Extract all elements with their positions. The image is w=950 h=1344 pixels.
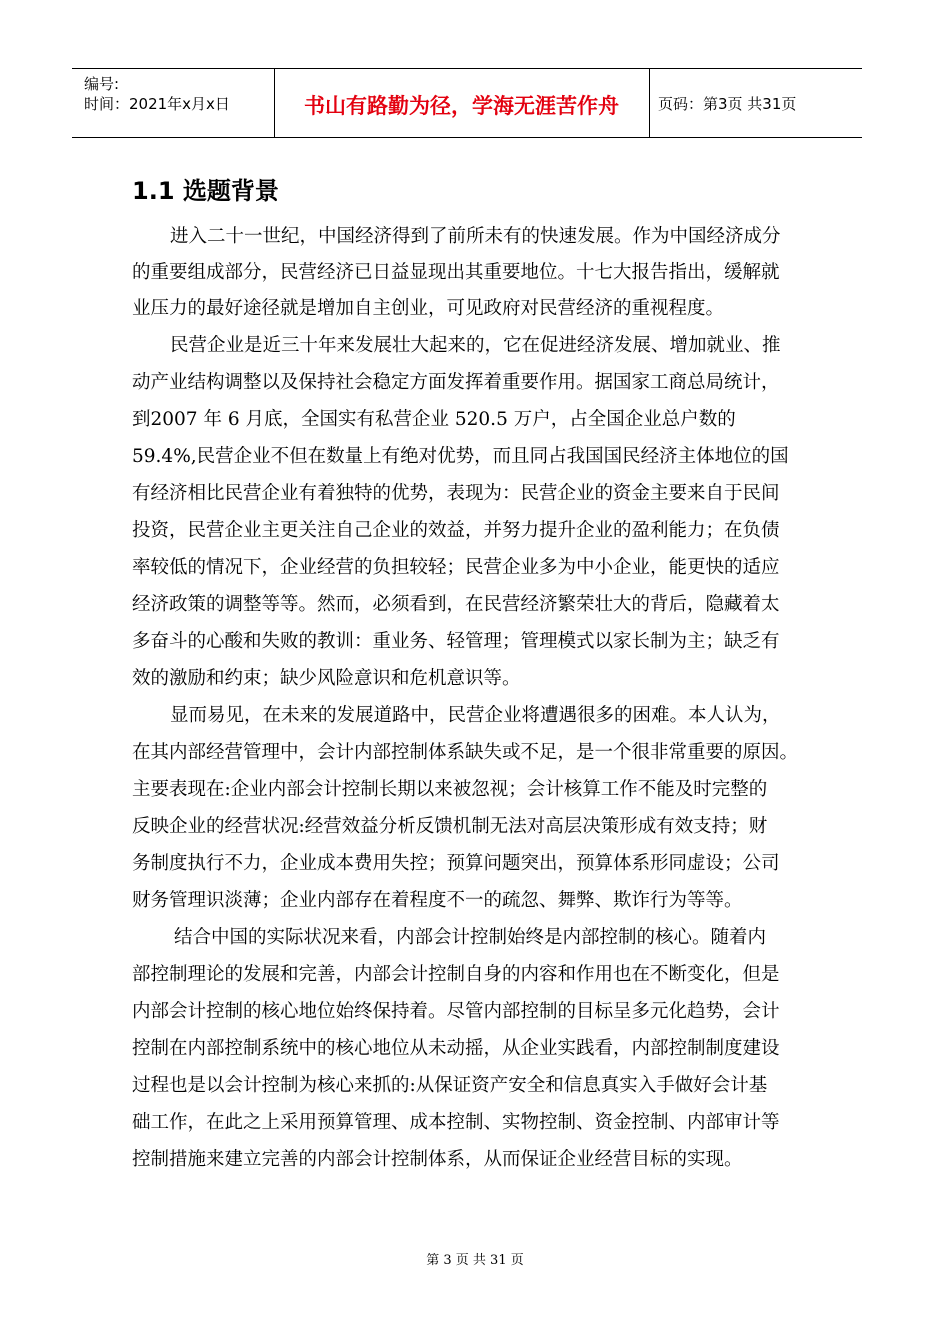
page-footer: 第 3 页 共 31 页 — [426, 1253, 524, 1268]
body-line: 的重要组成部分，民营经济已日益显现出其重要地位。十七大报告指出，缓解就 — [132, 262, 780, 283]
body-line: 率较低的情况下，企业经营的负担较轻；民营企业多为中小企业，能更快的适应 — [132, 557, 780, 578]
body-line: 过程也是以会计控制为核心来抓的:从保证资产安全和信息真实入手做好会计基 — [132, 1075, 768, 1096]
body-line: 动产业结构调整以及保持社会稳定方面发挥着重要作用。据国家工商总局统计， — [132, 372, 780, 393]
body-line: 在其内部经营管理中，会计内部控制体系缺失或不足，是一个很非常重要的原因。 — [132, 742, 799, 763]
body-line: 显而易见，在未来的发展道路中，民营企业将遭遇很多的困难。本人认为， — [170, 705, 781, 726]
body-line: 础工作，在此之上采用预算管理、成本控制、实物控制、资金控制、内部审计等 — [132, 1112, 780, 1133]
header-center-cell — [274, 69, 649, 137]
body-line: 业压力的最好途径就是增加自主创业，可见政府对民营经济的重视程度。 — [132, 298, 725, 319]
body-line: 务制度执行不力，企业成本费用失控；预算问题突出，预算体系形同虚设；公司 — [132, 853, 780, 874]
body-line: 结合中国的实际状况来看，内部会计控制始终是内部控制的核心。随着内 — [174, 927, 767, 948]
body-line: 有经济相比民营企业有着独特的优势，表现为：民营企业的资金主要来自于民间 — [132, 483, 780, 504]
document-number-label: 编号: — [84, 75, 120, 93]
body-line: 经济政策的调整等等。然而，必须看到，在民营经济繁荣壮大的背后，隐藏着太 — [132, 594, 780, 615]
body-line: 投资，民营企业主更关注自己企业的效益，并努力提升企业的盈利能力；在负债 — [132, 520, 780, 541]
body-line: 部控制理论的发展和完善，内部会计控制自身的内容和作用也在不断变化，但是 — [132, 964, 780, 985]
page-header — [72, 68, 862, 138]
body-line: 内部会计控制的核心地位始终保持着。尽管内部控制的目标呈多元化趋势，会计 — [132, 1001, 780, 1022]
body-line: 多奋斗的心酸和失败的教训：重业务、轻管理；管理模式以家长制为主；缺乏有 — [132, 631, 780, 652]
body-line: 59.4%,民营企业不但在数量上有绝对优势，而且同占我国国民经济主体地位的国 — [132, 446, 789, 467]
body-line: 民营企业是近三十年来发展壮大起来的，它在促进经济发展、增加就业、推 — [170, 335, 781, 356]
body-line: 反映企业的经营状况:经营效益分析反馈机制无法对高层决策形成有效支持；财 — [132, 816, 768, 837]
section-title: 1.1 选题背景 — [132, 177, 279, 205]
header-motto: 书山有路勤为径，学海无涯苦作舟 — [304, 94, 619, 118]
body-line: 效的激励和约束；缺少风险意识和危机意识等。 — [132, 668, 521, 689]
document-time-label: 时间：2021年x月x日 — [84, 95, 230, 113]
body-line: 控制措施来建立完善的内部会计控制体系，从而保证企业经营目标的实现。 — [132, 1149, 743, 1170]
body-line: 进入二十一世纪，中国经济得到了前所未有的快速发展。作为中国经济成分 — [170, 226, 781, 247]
header-left-cell — [72, 69, 275, 137]
body-line: 控制在内部控制系统中的核心地位从未动摇，从企业实践看，内部控制制度建设 — [132, 1038, 780, 1059]
header-right-cell — [649, 69, 863, 137]
body-line: 财务管理识淡薄；企业内部存在着程度不一的疏忽、舞弊、欺诈行为等等。 — [132, 890, 743, 911]
body-line: 主要表现在:企业内部会计控制长期以来被忽视；会计核算工作不能及时完整的 — [132, 779, 768, 800]
page-number-label: 页码：第3页 共31页 — [658, 95, 797, 113]
body-line: 到2007 年 6 月底，全国实有私营企业 520.5 万户，占全国企业总户数的 — [132, 409, 736, 430]
